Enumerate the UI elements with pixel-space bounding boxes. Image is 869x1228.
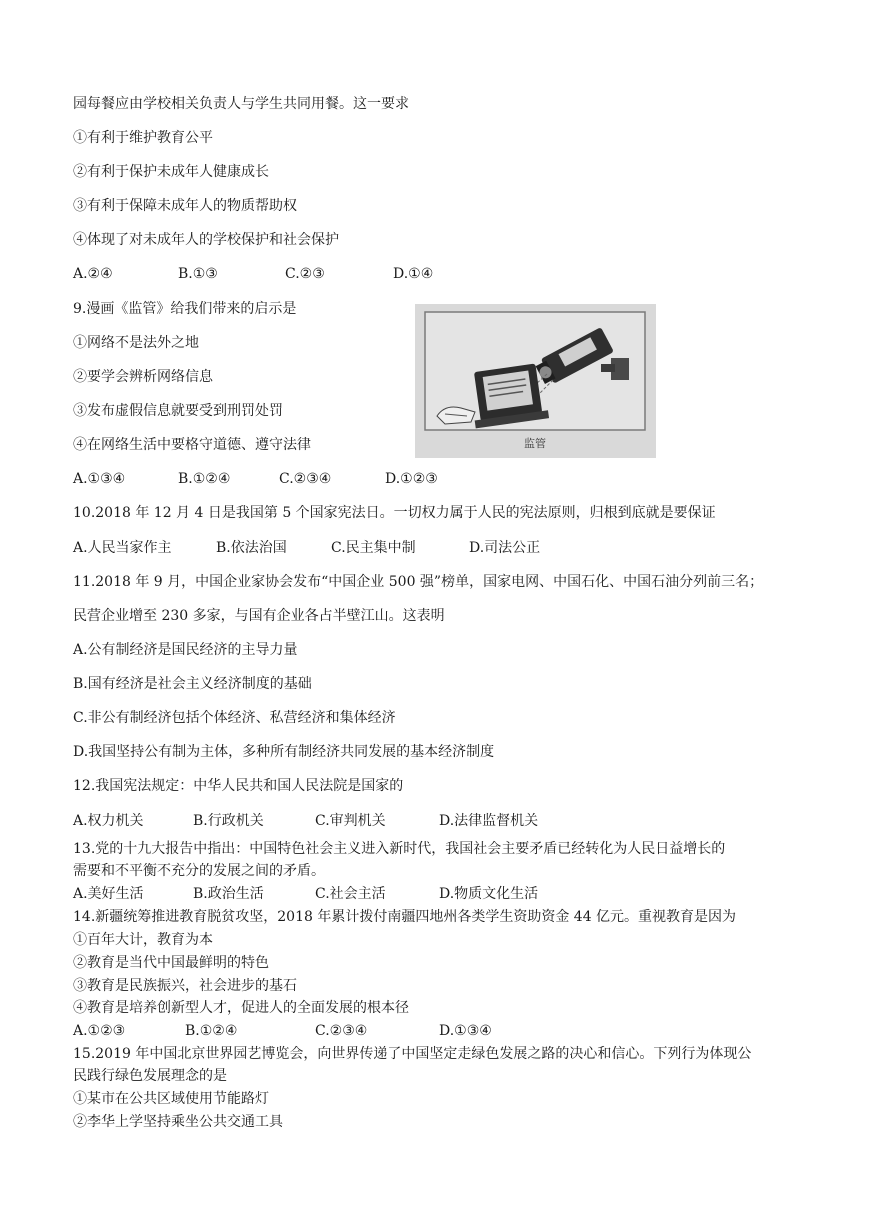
- q11-stem-line-2: 民营企业增至 230 多家，与国有企业各占半壁江山。这表明: [73, 608, 445, 624]
- q9-option-b: B.①②④: [178, 471, 231, 487]
- q13-option-d: D.物质文化生活: [439, 886, 539, 902]
- q8-option-b: B.①③: [178, 266, 218, 282]
- surveillance-camera-cartoon-icon: [415, 304, 656, 458]
- q9-item-3: ③发布虚假信息就要受到刑罚处罚: [73, 403, 283, 419]
- q12-options: [73, 812, 593, 830]
- q9-option-d: D.①②③: [385, 471, 438, 487]
- q14-item-4: ④教育是培养创新型人才，促进人的全面发展的根本径: [73, 1000, 409, 1016]
- q8-item-4: ④体现了对未成年人的学校保护和社会保护: [73, 232, 339, 248]
- q13-option-c: C.社会主活: [315, 886, 386, 902]
- q11-option-b: B.国有经济是社会主义经济制度的基础: [73, 676, 312, 692]
- q12-option-b: B.行政机关: [193, 813, 264, 829]
- q8-option-d: D.①④: [393, 266, 434, 282]
- q14-stem: 14.新疆统筹推进教育脱贫攻坚，2018 年累计拨付南疆四地州各类学生资助资金 44 亿元。重视教育是因为: [73, 909, 737, 925]
- q10-option-c: C.民主集中制: [331, 540, 416, 556]
- q11-option-d: D.我国坚持公有制为主体，多种所有制经济共同发展的基本经济制度: [73, 744, 495, 760]
- cartoon-image: [415, 304, 656, 458]
- q15-stem-line-2: 民践行绿色发展理念的是: [73, 1068, 227, 1084]
- q15-item-2: ②李华上学坚持乘坐公共交通工具: [73, 1114, 283, 1130]
- q10-option-d: D.司法公正: [469, 540, 541, 556]
- q9-item-4: ④在网络生活中要格守道德、遵守法律: [73, 437, 311, 453]
- q8-option-c: C.②③: [285, 266, 325, 282]
- q9-item-1: ①网络不是法外之地: [73, 335, 199, 351]
- q11-stem-line-1: 11.2018 年 9 月，中国企业家协会发布“中国企业 500 强”榜单，国家电网、中国石化、中国石油分列前三名；: [73, 574, 764, 590]
- q14-option-b: B.①②④: [185, 1023, 238, 1039]
- q9-option-c: C.②③④: [279, 471, 332, 487]
- q8-item-1: ①有利于维护教育公平: [73, 130, 213, 146]
- q9-option-a: A.①③④: [73, 471, 126, 487]
- q9-item-2: ②要学会辨析网络信息: [73, 369, 213, 385]
- q14-item-3: ③教育是民族振兴，社会进步的基石: [73, 978, 297, 994]
- q11-option-a: A.公有制经济是国民经济的主导力量: [73, 642, 298, 658]
- q12-stem: 12.我国宪法规定：中华人民共和国人民法院是国家的: [73, 778, 404, 794]
- q8-options: [73, 265, 573, 283]
- q13-options: [73, 885, 593, 903]
- q10-options: [73, 539, 573, 557]
- q8-stem-continuation: 园每餐应由学校相关负责人与学生共同用餐。这一要求: [73, 96, 409, 112]
- q15-item-1: ①某市在公共区域使用节能路灯: [73, 1091, 269, 1107]
- q10-stem: 10.2018 年 12 月 4 日是我国第 5 个国家宪法日。一切权力属于人民的宪法原则，归根到底就是要保证: [73, 505, 716, 521]
- q12-option-c: C.审判机关: [315, 813, 386, 829]
- q11-option-c: C.非公有制经济包括个体经济、私营经济和集体经济: [73, 710, 396, 726]
- q14-options: [73, 1022, 593, 1040]
- q12-option-a: A.权力机关: [73, 813, 144, 829]
- q15-stem-line-1: 15.2019 年中国北京世界园艺博览会，向世界传递了中国坚定走绿色发展之路的决心和信心。下列行为体现公: [73, 1046, 752, 1062]
- q14-option-a: A.①②③: [73, 1023, 126, 1039]
- q14-item-1: ①百年大计，教育为本: [73, 932, 213, 948]
- q10-option-b: B.依法治国: [216, 540, 287, 556]
- q14-option-c: C.②③④: [315, 1023, 368, 1039]
- q9-stem: 9.漫画《监管》给我们带来的启示是: [73, 301, 297, 317]
- q13-option-b: B.政治生活: [193, 886, 264, 902]
- q13-option-a: A.美好生活: [73, 886, 144, 902]
- q12-option-d: D.法律监督机关: [439, 813, 539, 829]
- q10-option-a: A.人民当家作主: [73, 540, 172, 556]
- q8-item-2: ②有利于保护未成年人健康成长: [73, 164, 269, 180]
- q9-options: [73, 470, 573, 488]
- q14-item-2: ②教育是当代中国最鲜明的特色: [73, 955, 269, 971]
- q8-option-a: A.②④: [73, 266, 113, 282]
- q14-option-d: D.①③④: [439, 1023, 492, 1039]
- q8-item-3: ③有利于保障未成年人的物质帮助权: [73, 198, 297, 214]
- q13-stem-line-1: 13.党的十九大报告中指出：中国特色社会主义进入新时代，我国社会主要矛盾已经转化为人民日益增长的: [73, 841, 726, 857]
- cartoon-caption: 监管: [524, 437, 546, 450]
- q13-stem-line-2: 需要和不平衡不充分的发展之间的矛盾。: [73, 863, 325, 879]
